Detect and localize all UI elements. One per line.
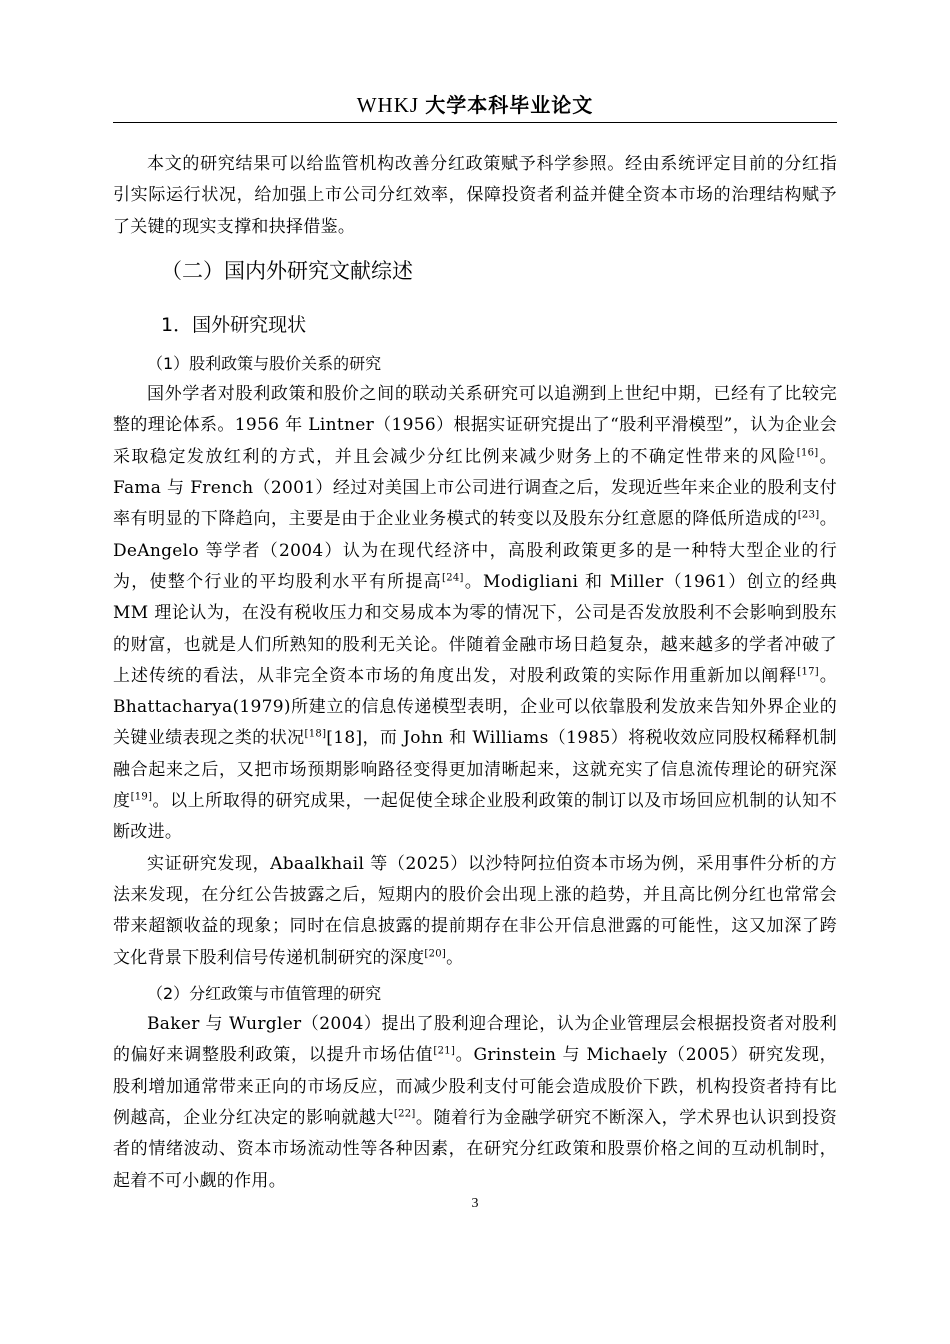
- citation: [18]: [304, 728, 327, 740]
- citation: [20]: [424, 947, 447, 959]
- sub-heading-2: （2）分红政策与市值管理的研究: [147, 983, 382, 1003]
- section-heading: （二）国内外研究文献综述: [161, 258, 413, 283]
- text-run: 。随着行为金融学研究不断深入，学术界也认识到投资者的情绪波动、资本市场流动性等各种因素，在研究分红政策和股票价格之间的互动机制时，起着不可小觑的作用。: [113, 1108, 837, 1191]
- paragraph-empirical: [113, 849, 837, 974]
- citation: [24]: [442, 572, 464, 584]
- citation: [23]: [797, 509, 820, 521]
- body-text: [113, 149, 837, 1197]
- citation: [17]: [797, 666, 819, 678]
- intro-paragraph: 本文的研究结果可以给监管机构改善分红政策赋予科学参照。经由系统评定目前的分红指引实际运行状况，给加强上市公司分红效率，保障投资者利益并健全资本市场的治理结构赋予了关键的现实支撑和抉择借鉴。: [113, 154, 837, 237]
- text-run: 国外学者对股利政策和股价之间的联动关系研究可以追溯到上世纪中期，已经有了比较完整的理论体系。1956 年 Lintner（1956）根据实证研究提出了“股利平滑模型”，认为企业会采取稳定发放红利的方式，并且会减少分红比例来减少财务上的不确定性带来的风险: [113, 384, 837, 467]
- subsection-heading: 1．国外研究现状: [161, 313, 307, 336]
- citation: [21]: [433, 1045, 456, 1057]
- text-run: 。: [446, 947, 464, 968]
- header-cjk: 大学本科毕业论文: [425, 93, 594, 117]
- citation: [22]: [393, 1108, 416, 1120]
- text-run: 。DeAngelo 等学者（2004）认为在现代经济中，高股利政策更多的是一种特大型企业的行为，使整个行业的平均股利水平有所提高: [113, 509, 837, 592]
- text-run: 。Fama 与 French（2001）经过对美国上市公司进行调查之后，发现近些年来企业的股利支付率有明显的下降趋向，主要是由于企业业务模式的转变以及股东分红意愿的降低所造成的: [113, 446, 837, 530]
- text-run: 。以上所取得的研究成果，一起促使全球企业股利政策的制订以及市场回应机制的认知不断改进。: [113, 791, 837, 843]
- text-run: [18]，而 John 和 Williams（1985）将税收效应同股权稀释机制融合起来之后，又把市场预期影响路径变得更加清晰起来，这就充实了信息流传理论的研究深度: [113, 728, 837, 812]
- text-run: 。Modigliani 和 Miller（1961）创立的经典 MM 理论认为，在没有税收压力和交易成本为零的情况下，公司是否发放股利不会影响到股东的财富，也就是人们所熟知的股利无关论。伴随着金融市场日趋复杂，越来越多的学者冲破了上述传统的看法，从非完全资本市场的角度出发，对股利政策的实际作用重新加以阐释: [113, 571, 838, 686]
- page-number: 3: [471, 1196, 479, 1211]
- text-run: 实证研究发现，Abaalkhail 等（2025）以沙特阿拉伯资本市场为例，采用事件分析的方法来发现，在分红公告披露之后，短期内的股价会出现上涨的趋势，并且高比例分红也常常会带来超额收益的现象；同时在信息披露的提前期存在非公开信息泄露的可能性，这又加深了跨文化背景下股利信号传递机制研究的深度: [113, 853, 837, 968]
- paragraph-foreign-research: [113, 379, 837, 848]
- running-header: [0, 92, 950, 118]
- header-latin: WHKJ: [356, 93, 426, 117]
- header-rule: [113, 122, 837, 123]
- citation: [16]: [796, 447, 819, 459]
- text-run: Baker 与 Wurgler（2004）提出了股利迎合理论，认为企业管理层会根据投资者对股利的偏好来调整股利政策，以提升市场估值: [113, 1014, 837, 1066]
- text-run: 。Bhattacharya(1979)所建立的信息传递模型表明，企业可以依靠股利发放来告知外界企业的关键业绩表现之类的状况: [113, 665, 837, 749]
- paragraph-catering-theory: [113, 1009, 837, 1197]
- citation: [19]: [130, 791, 153, 803]
- text-run: 。Grinstein 与 Michaely（2005）研究发现，股利增加通常带来正向的市场反应，而减少股利支付可能会造成股价下跌，机构投资者持有比例越高，企业分红决定的影响就越大: [113, 1045, 837, 1129]
- sub-heading-1: （1）股利政策与股价关系的研究: [147, 353, 382, 373]
